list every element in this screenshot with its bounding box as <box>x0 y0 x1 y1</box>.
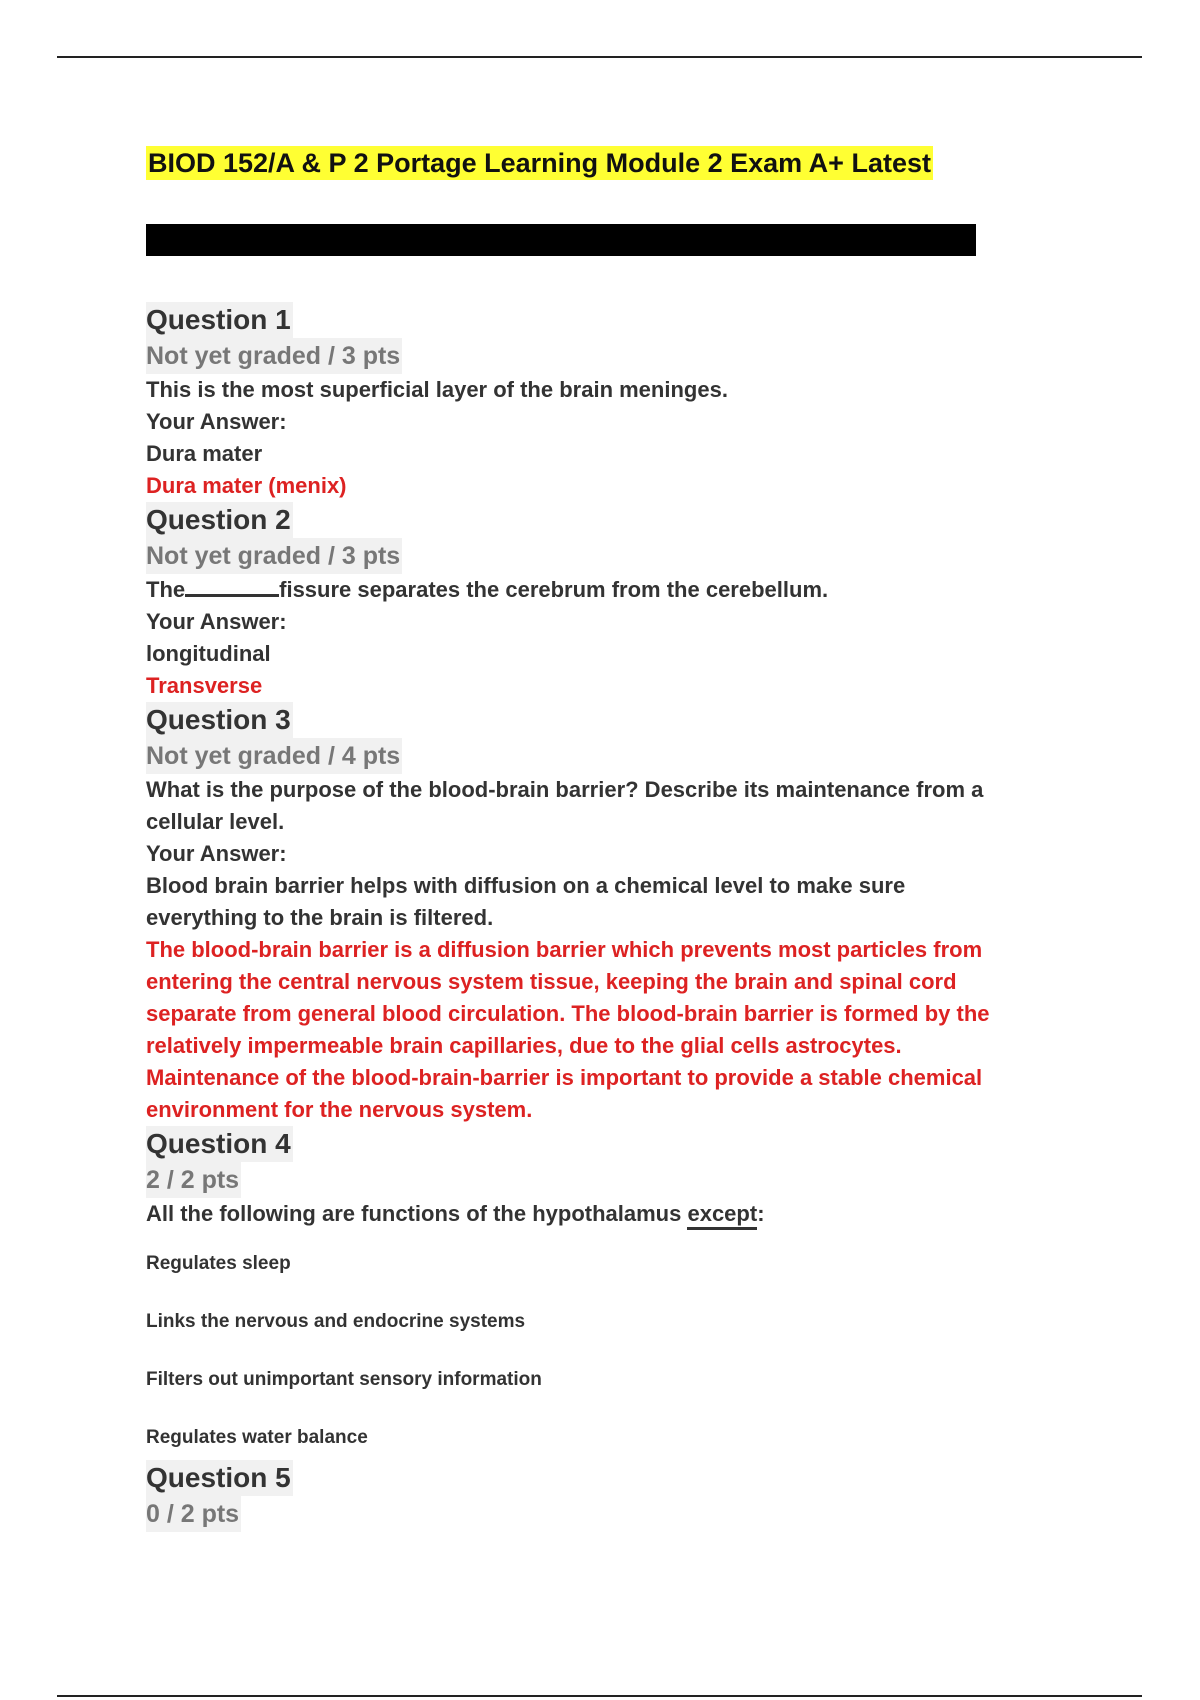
document-title: BIOD 152/A & P 2 Portage Learning Module 2 Exam A+ Latest <box>148 148 931 178</box>
student-answer: longitudinal <box>146 641 271 666</box>
question-4 <box>146 1126 1086 1452</box>
correct-answer-line: environment for the nervous system. <box>146 1097 533 1122</box>
answer-option: Regulates sleep <box>146 1253 291 1274</box>
question-5 <box>146 1460 1086 1532</box>
question-3 <box>146 702 1086 1126</box>
question-points: 2 / 2 pts <box>146 1162 241 1198</box>
question-heading: Question 1 <box>146 302 293 338</box>
question-points: Not yet graded / 3 pts <box>146 538 402 574</box>
answer-option: Filters out unimportant sensory information <box>146 1369 542 1390</box>
question-2 <box>146 502 1086 702</box>
redaction-bar <box>146 224 976 256</box>
answer-options <box>146 1250 1086 1452</box>
correct-answer: Dura mater (menix) <box>146 473 347 498</box>
question-prompt <box>146 574 1086 606</box>
your-answer-label: Your Answer: <box>146 841 287 866</box>
correct-answer-line: relatively impermeable brain capillaries, due to the glial cells astrocytes. <box>146 1033 902 1058</box>
question-heading: Question 4 <box>146 1126 293 1162</box>
prompt-text-before: All the following are functions of the hypothalamus <box>146 1201 688 1226</box>
prompt-emphasis: except <box>687 1201 757 1230</box>
correct-answer-line: The blood-brain barrier is a diffusion barrier which prevents most particles from <box>146 937 983 962</box>
correct-answer: Transverse <box>146 673 263 698</box>
question-heading: Question 3 <box>146 702 293 738</box>
student-answer: Dura mater <box>146 441 263 466</box>
prompt-text-before: The <box>146 577 186 602</box>
question-heading: Question 2 <box>146 502 293 538</box>
top-rule <box>57 56 1142 58</box>
questions-list <box>146 302 1086 1532</box>
bottom-rule <box>57 1695 1142 1697</box>
question-prompt-line: What is the purpose of the blood-brain barrier? Describe its maintenance from a <box>146 777 984 802</box>
correct-answer-line: entering the central nervous system tissue, keeping the brain and spinal cord <box>146 969 957 994</box>
your-answer-label: Your Answer: <box>146 609 287 634</box>
answer-option: Regulates water balance <box>146 1427 368 1448</box>
correct-answer-line: Maintenance of the blood-brain-barrier is important to provide a stable chemical <box>146 1065 983 1090</box>
fill-in-blank <box>185 574 279 597</box>
your-answer-label: Your Answer: <box>146 409 287 434</box>
question-points: 0 / 2 pts <box>146 1496 241 1532</box>
question-prompt <box>146 1198 1086 1230</box>
question-points: Not yet graded / 3 pts <box>146 338 402 374</box>
question-points: Not yet graded / 4 pts <box>146 738 402 774</box>
prompt-text-after: fissure separates the cerebrum from the cerebellum. <box>279 577 829 602</box>
question-prompt: This is the most superficial layer of the brain meninges. <box>146 377 728 402</box>
document-body <box>146 146 1086 1532</box>
student-answer-line: everything to the brain is filtered. <box>146 905 494 930</box>
prompt-text-after: : <box>757 1201 765 1226</box>
student-answer-line: Blood brain barrier helps with diffusion on a chemical level to make sure <box>146 873 906 898</box>
question-1 <box>146 302 1086 502</box>
question-prompt-line: cellular level. <box>146 809 285 834</box>
correct-answer-line: separate from general blood circulation. The blood-brain barrier is formed by the <box>146 1001 990 1026</box>
answer-option: Links the nervous and endocrine systems <box>146 1311 526 1332</box>
question-heading: Question 5 <box>146 1460 293 1496</box>
